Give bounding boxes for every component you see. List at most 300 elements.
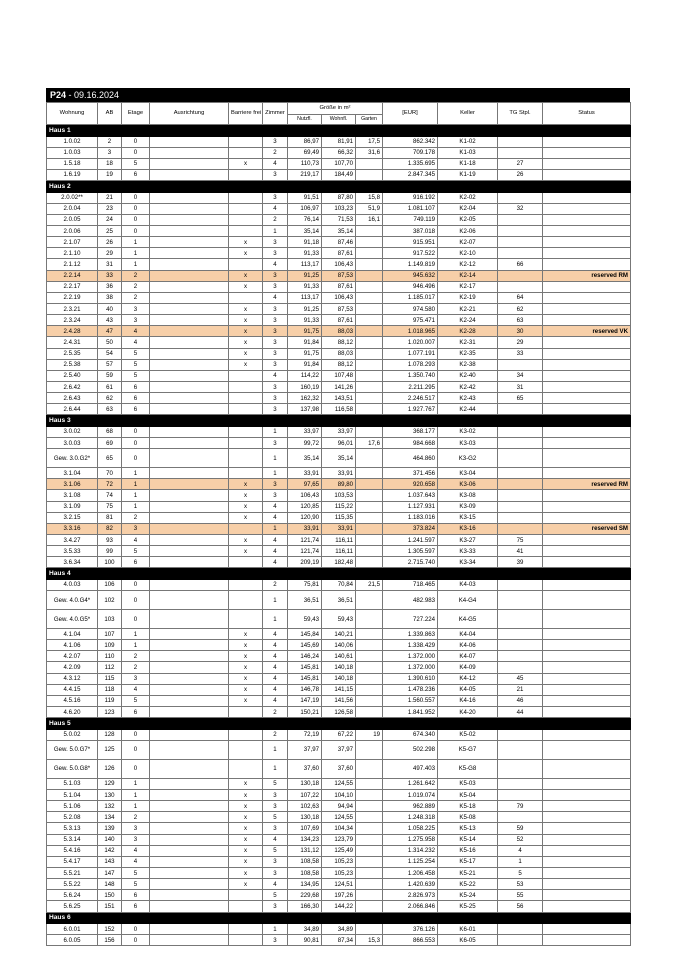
cell-parking-space <box>498 579 543 590</box>
cell-floor: 0 <box>122 147 150 158</box>
cell-orientation <box>150 370 229 381</box>
cell-unit-number: 4.2.09 <box>47 662 98 673</box>
cell-living-area: 140,18 <box>322 662 356 673</box>
cell-cellar: K6-05 <box>438 935 498 946</box>
cell-cellar: K5-18 <box>438 801 498 812</box>
cell-usable-area: 97,65 <box>288 479 322 490</box>
cell-rooms: 3 <box>263 901 288 912</box>
cell-living-area: 140,06 <box>322 640 356 651</box>
table-row <box>47 778 631 789</box>
cell-cellar: K2-28 <box>438 326 498 337</box>
cell-rooms: 3 <box>263 381 288 392</box>
col-header-ausrichtung: Ausrichtung <box>150 103 229 125</box>
cell-orientation <box>150 778 229 789</box>
table-row <box>47 673 631 684</box>
cell-unit-number: 1.0.03 <box>47 147 98 158</box>
cell-usable-area: 106,97 <box>288 203 322 214</box>
cell-parking-space <box>498 512 543 523</box>
cell-unit-number: 2.6.43 <box>47 393 98 404</box>
cell-living-area: 184,49 <box>322 169 356 180</box>
cell-ab-number: 107 <box>98 629 122 640</box>
cell-floor: 5 <box>122 158 150 169</box>
cell-rooms: 3 <box>263 136 288 147</box>
cell-living-area: 88,03 <box>322 326 356 337</box>
cell-living-area: 103,53 <box>322 490 356 501</box>
cell-parking-space: 39 <box>498 557 543 568</box>
cell-ab-number: 63 <box>98 404 122 415</box>
cell-barrier-free: x <box>229 695 263 706</box>
cell-cellar: K2-10 <box>438 248 498 259</box>
cell-status <box>543 789 631 800</box>
cell-orientation <box>150 501 229 512</box>
table-row <box>47 237 631 248</box>
apartment-table <box>46 102 631 946</box>
cell-price: 1.058.225 <box>383 823 438 834</box>
cell-price: 2.211.295 <box>383 381 438 392</box>
cell-ab-number: 147 <box>98 867 122 878</box>
cell-floor: 0 <box>122 192 150 203</box>
cell-parking-space <box>498 147 543 158</box>
cell-orientation <box>150 867 229 878</box>
cell-living-area: 123,79 <box>322 834 356 845</box>
cell-rooms: 3 <box>263 404 288 415</box>
cell-rooms: 4 <box>263 695 288 706</box>
cell-parking-space <box>498 924 543 935</box>
col-header-eur: [EUR] <box>383 103 438 125</box>
cell-parking-space <box>498 759 543 778</box>
cell-unit-number: 5.1.03 <box>47 778 98 789</box>
cell-ab-number: 40 <box>98 303 122 314</box>
cell-living-area: 115,35 <box>322 512 356 523</box>
cell-floor: 4 <box>122 337 150 348</box>
cell-unit-number: 2.1.07 <box>47 237 98 248</box>
cell-orientation <box>150 192 229 203</box>
table-row <box>47 203 631 214</box>
cell-rooms: 4 <box>263 259 288 270</box>
cell-barrier-free <box>229 729 263 740</box>
cell-status <box>543 801 631 812</box>
cell-floor: 1 <box>122 237 150 248</box>
cell-garden-area <box>356 546 383 557</box>
cell-orientation <box>150 729 229 740</box>
cell-garden-area <box>356 479 383 490</box>
cell-floor: 0 <box>122 740 150 759</box>
cell-rooms: 2 <box>263 579 288 590</box>
cell-status <box>543 348 631 359</box>
cell-price: 1.390.610 <box>383 673 438 684</box>
document-date: - 09.16.2024 <box>66 90 120 100</box>
cell-rooms: 1 <box>263 759 288 778</box>
cell-price: 497.403 <box>383 759 438 778</box>
cell-price: 1.841.952 <box>383 707 438 718</box>
cell-unit-number: 2.5.40 <box>47 370 98 381</box>
cell-cellar: K2-38 <box>438 359 498 370</box>
cell-ab-number: 93 <box>98 535 122 546</box>
cell-floor: 0 <box>122 203 150 214</box>
cell-floor: 0 <box>122 591 150 610</box>
cell-floor: 2 <box>122 662 150 673</box>
cell-rooms: 3 <box>263 438 288 449</box>
table-row <box>47 546 631 557</box>
cell-orientation <box>150 651 229 662</box>
cell-living-area: 88,12 <box>322 337 356 348</box>
cell-price: 674.340 <box>383 729 438 740</box>
cell-price: 1.019.074 <box>383 789 438 800</box>
cell-price: 1.149.819 <box>383 259 438 270</box>
cell-garden-area <box>356 662 383 673</box>
cell-floor: 3 <box>122 673 150 684</box>
cell-status <box>543 662 631 673</box>
cell-unit-number: 2.2.19 <box>47 292 98 303</box>
cell-garden-area <box>356 449 383 468</box>
cell-status <box>543 259 631 270</box>
cell-garden-area <box>356 778 383 789</box>
cell-usable-area: 134,95 <box>288 879 322 890</box>
cell-orientation <box>150 237 229 248</box>
col-header-status: Status <box>543 103 631 125</box>
cell-price: 866.553 <box>383 935 438 946</box>
cell-parking-space: 31 <box>498 381 543 392</box>
cell-orientation <box>150 490 229 501</box>
cell-rooms: 3 <box>263 801 288 812</box>
cell-parking-space <box>498 812 543 823</box>
cell-orientation <box>150 468 229 479</box>
cell-parking-space: 75 <box>498 535 543 546</box>
cell-unit-number: 2.3.21 <box>47 303 98 314</box>
cell-status: reserved VK <box>543 326 631 337</box>
table-row <box>47 348 631 359</box>
cell-barrier-free <box>229 707 263 718</box>
cell-barrier-free: x <box>229 651 263 662</box>
col-header-etage: Etage <box>122 103 150 125</box>
cell-living-area: 116,11 <box>322 535 356 546</box>
cell-ab-number: 106 <box>98 579 122 590</box>
cell-parking-space: 46 <box>498 695 543 706</box>
cell-garden-area <box>356 292 383 303</box>
cell-orientation <box>150 707 229 718</box>
cell-orientation <box>150 801 229 812</box>
cell-unit-number: 5.5.21 <box>47 867 98 878</box>
cell-ab-number: 18 <box>98 158 122 169</box>
cell-usable-area: 106,43 <box>288 490 322 501</box>
cell-ab-number: 75 <box>98 501 122 512</box>
cell-garden-area: 17,6 <box>356 438 383 449</box>
col-header-wohnung: Wohnung <box>47 103 98 125</box>
cell-living-area: 197,26 <box>322 890 356 901</box>
cell-status <box>543 535 631 546</box>
cell-barrier-free: x <box>229 337 263 348</box>
cell-cellar: K5-22 <box>438 879 498 890</box>
cell-floor: 1 <box>122 490 150 501</box>
cell-barrier-free <box>229 901 263 912</box>
cell-parking-space: 32 <box>498 203 543 214</box>
cell-living-area: 87,61 <box>322 248 356 259</box>
cell-orientation <box>150 292 229 303</box>
cell-usable-area: 146,78 <box>288 684 322 695</box>
cell-rooms: 5 <box>263 845 288 856</box>
table-row <box>47 740 631 759</box>
cell-orientation <box>150 845 229 856</box>
cell-price: 727.224 <box>383 610 438 629</box>
cell-barrier-free <box>229 381 263 392</box>
cell-unit-number: Gew. 3.0.G2* <box>47 449 98 468</box>
cell-parking-space: 55 <box>498 890 543 901</box>
cell-usable-area: 33,91 <box>288 523 322 534</box>
cell-living-area: 105,23 <box>322 867 356 878</box>
col-header-barriere: Barriere frei <box>229 103 263 125</box>
cell-unit-number: 6.0.05 <box>47 935 98 946</box>
cell-parking-space: 63 <box>498 315 543 326</box>
cell-price: 1.248.318 <box>383 812 438 823</box>
cell-floor: 6 <box>122 707 150 718</box>
cell-price: 1.339.863 <box>383 629 438 640</box>
table-row <box>47 823 631 834</box>
cell-rooms: 4 <box>263 879 288 890</box>
cell-garden-area: 51,9 <box>356 203 383 214</box>
cell-unit-number: 2.3.24 <box>47 315 98 326</box>
cell-usable-area: 146,24 <box>288 651 322 662</box>
cell-orientation <box>150 426 229 437</box>
cell-unit-number: 3.1.06 <box>47 479 98 490</box>
cell-ab-number: 125 <box>98 740 122 759</box>
cell-garden-area <box>356 834 383 845</box>
cell-barrier-free <box>229 557 263 568</box>
cell-garden-area: 31,6 <box>356 147 383 158</box>
cell-ab-number: 130 <box>98 789 122 800</box>
cell-price: 368.177 <box>383 426 438 437</box>
cell-orientation <box>150 673 229 684</box>
table-row <box>47 834 631 845</box>
cell-price: 1.183.016 <box>383 512 438 523</box>
cell-usable-area: 90,81 <box>288 935 322 946</box>
cell-living-area: 37,60 <box>322 759 356 778</box>
cell-rooms: 1 <box>263 468 288 479</box>
cell-status <box>543 158 631 169</box>
table-row <box>47 610 631 629</box>
cell-garden-area <box>356 270 383 281</box>
cell-parking-space: 26 <box>498 169 543 180</box>
cell-parking-space: 65 <box>498 393 543 404</box>
cell-floor: 3 <box>122 303 150 314</box>
cell-cellar: K2-05 <box>438 214 498 225</box>
price-list-sheet <box>46 88 630 946</box>
cell-floor: 2 <box>122 281 150 292</box>
cell-orientation <box>150 856 229 867</box>
cell-unit-number: 5.3.13 <box>47 823 98 834</box>
cell-unit-number: 2.2.14 <box>47 270 98 281</box>
cell-usable-area: 91,75 <box>288 326 322 337</box>
table-row <box>47 662 631 673</box>
cell-rooms: 3 <box>263 169 288 180</box>
cell-garden-area: 19 <box>356 729 383 740</box>
cell-orientation <box>150 629 229 640</box>
cell-parking-space <box>498 662 543 673</box>
cell-ab-number: 65 <box>98 449 122 468</box>
cell-ab-number: 59 <box>98 370 122 381</box>
cell-orientation <box>150 759 229 778</box>
cell-unit-number: Gew. 5.0.G7* <box>47 740 98 759</box>
cell-unit-number: 4.0.03 <box>47 579 98 590</box>
cell-floor: 1 <box>122 479 150 490</box>
cell-orientation <box>150 591 229 610</box>
cell-ab-number: 33 <box>98 270 122 281</box>
cell-living-area: 125,49 <box>322 845 356 856</box>
cell-living-area: 36,51 <box>322 591 356 610</box>
cell-living-area: 88,03 <box>322 348 356 359</box>
cell-barrier-free: x <box>229 270 263 281</box>
cell-price: 1.350.740 <box>383 370 438 381</box>
cell-usable-area: 131,12 <box>288 845 322 856</box>
cell-floor: 3 <box>122 834 150 845</box>
cell-parking-space <box>498 778 543 789</box>
cell-cellar: K4-07 <box>438 651 498 662</box>
cell-floor: 1 <box>122 629 150 640</box>
table-row <box>47 169 631 180</box>
cell-rooms: 3 <box>263 393 288 404</box>
cell-garden-area <box>356 901 383 912</box>
cell-garden-area <box>356 673 383 684</box>
cell-garden-area <box>356 370 383 381</box>
cell-garden-area <box>356 789 383 800</box>
cell-rooms: 3 <box>263 270 288 281</box>
cell-usable-area: 130,18 <box>288 812 322 823</box>
cell-living-area: 124,55 <box>322 778 356 789</box>
cell-orientation <box>150 512 229 523</box>
col-header-nutzfl: Nutzfl. <box>288 115 322 125</box>
cell-orientation <box>150 740 229 759</box>
cell-living-area: 140,21 <box>322 629 356 640</box>
cell-cellar: K2-19 <box>438 292 498 303</box>
cell-rooms: 3 <box>263 348 288 359</box>
table-row <box>47 281 631 292</box>
cell-status <box>543 292 631 303</box>
cell-status <box>543 438 631 449</box>
cell-parking-space <box>498 468 543 479</box>
cell-ab-number: 57 <box>98 359 122 370</box>
cell-floor: 6 <box>122 901 150 912</box>
cell-price: 962.889 <box>383 801 438 812</box>
cell-orientation <box>150 381 229 392</box>
cell-rooms: 4 <box>263 557 288 568</box>
cell-ab-number: 21 <box>98 192 122 203</box>
cell-unit-number: Gew. 5.0.G8* <box>47 759 98 778</box>
cell-garden-area <box>356 404 383 415</box>
cell-barrier-free <box>229 370 263 381</box>
cell-status <box>543 337 631 348</box>
cell-unit-number: Gew. 4.0.G5* <box>47 610 98 629</box>
cell-barrier-free <box>229 259 263 270</box>
cell-barrier-free <box>229 523 263 534</box>
cell-price: 1.420.639 <box>383 879 438 890</box>
cell-unit-number: 2.1.12 <box>47 259 98 270</box>
cell-unit-number: 4.5.16 <box>47 695 98 706</box>
cell-rooms: 4 <box>263 512 288 523</box>
cell-price: 2.847.345 <box>383 169 438 180</box>
cell-rooms: 4 <box>263 673 288 684</box>
cell-usable-area: 91,25 <box>288 270 322 281</box>
table-row <box>47 845 631 856</box>
cell-price: 1.478.236 <box>383 684 438 695</box>
cell-usable-area: 107,69 <box>288 823 322 834</box>
cell-floor: 0 <box>122 729 150 740</box>
cell-ab-number: 132 <box>98 801 122 812</box>
cell-rooms: 1 <box>263 610 288 629</box>
cell-status <box>543 856 631 867</box>
cell-barrier-free: x <box>229 479 263 490</box>
cell-cellar: K3-03 <box>438 438 498 449</box>
cell-usable-area: 150,21 <box>288 707 322 718</box>
cell-garden-area <box>356 381 383 392</box>
cell-cellar: K2-06 <box>438 225 498 236</box>
cell-orientation <box>150 823 229 834</box>
cell-rooms: 4 <box>263 535 288 546</box>
cell-parking-space: 41 <box>498 546 543 557</box>
cell-barrier-free <box>229 147 263 158</box>
cell-cellar: K2-12 <box>438 259 498 270</box>
cell-cellar: K5-13 <box>438 823 498 834</box>
col-header-tg: TG Stpl. <box>498 103 543 125</box>
cell-unit-number: 3.1.09 <box>47 501 98 512</box>
cell-cellar: K3-34 <box>438 557 498 568</box>
cell-garden-area <box>356 640 383 651</box>
house-label: Haus 5 <box>47 718 631 730</box>
table-row <box>47 468 631 479</box>
cell-price: 1.081.107 <box>383 203 438 214</box>
cell-status <box>543 203 631 214</box>
cell-price: 709.178 <box>383 147 438 158</box>
cell-unit-number: 5.1.04 <box>47 789 98 800</box>
cell-parking-space <box>498 501 543 512</box>
cell-ab-number: 143 <box>98 856 122 867</box>
cell-price: 1.338.429 <box>383 640 438 651</box>
cell-barrier-free: x <box>229 535 263 546</box>
cell-unit-number: 5.6.24 <box>47 890 98 901</box>
cell-barrier-free <box>229 214 263 225</box>
cell-orientation <box>150 259 229 270</box>
cell-orientation <box>150 136 229 147</box>
cell-cellar: K4-05 <box>438 684 498 695</box>
cell-ab-number: 69 <box>98 438 122 449</box>
cell-usable-area: 108,58 <box>288 856 322 867</box>
cell-status <box>543 501 631 512</box>
cell-rooms: 1 <box>263 426 288 437</box>
cell-rooms: 3 <box>263 867 288 878</box>
cell-rooms: 4 <box>263 684 288 695</box>
cell-rooms: 3 <box>263 935 288 946</box>
table-row <box>47 684 631 695</box>
cell-parking-space <box>498 214 543 225</box>
cell-floor: 2 <box>122 292 150 303</box>
cell-barrier-free: x <box>229 662 263 673</box>
table-row <box>47 879 631 890</box>
cell-barrier-free: x <box>229 490 263 501</box>
table-row <box>47 337 631 348</box>
cell-ab-number: 110 <box>98 651 122 662</box>
cell-barrier-free: x <box>229 834 263 845</box>
cell-parking-space <box>498 740 543 759</box>
cell-barrier-free: x <box>229 237 263 248</box>
cell-ab-number: 123 <box>98 707 122 718</box>
cell-cellar: K2-42 <box>438 381 498 392</box>
cell-price: 718.465 <box>383 579 438 590</box>
table-row <box>47 248 631 259</box>
reserved-unit-row <box>47 326 631 337</box>
cell-cellar: K5-24 <box>438 890 498 901</box>
cell-unit-number: 5.1.06 <box>47 801 98 812</box>
table-row <box>47 867 631 878</box>
cell-parking-space <box>498 438 543 449</box>
cell-usable-area: 91,33 <box>288 248 322 259</box>
